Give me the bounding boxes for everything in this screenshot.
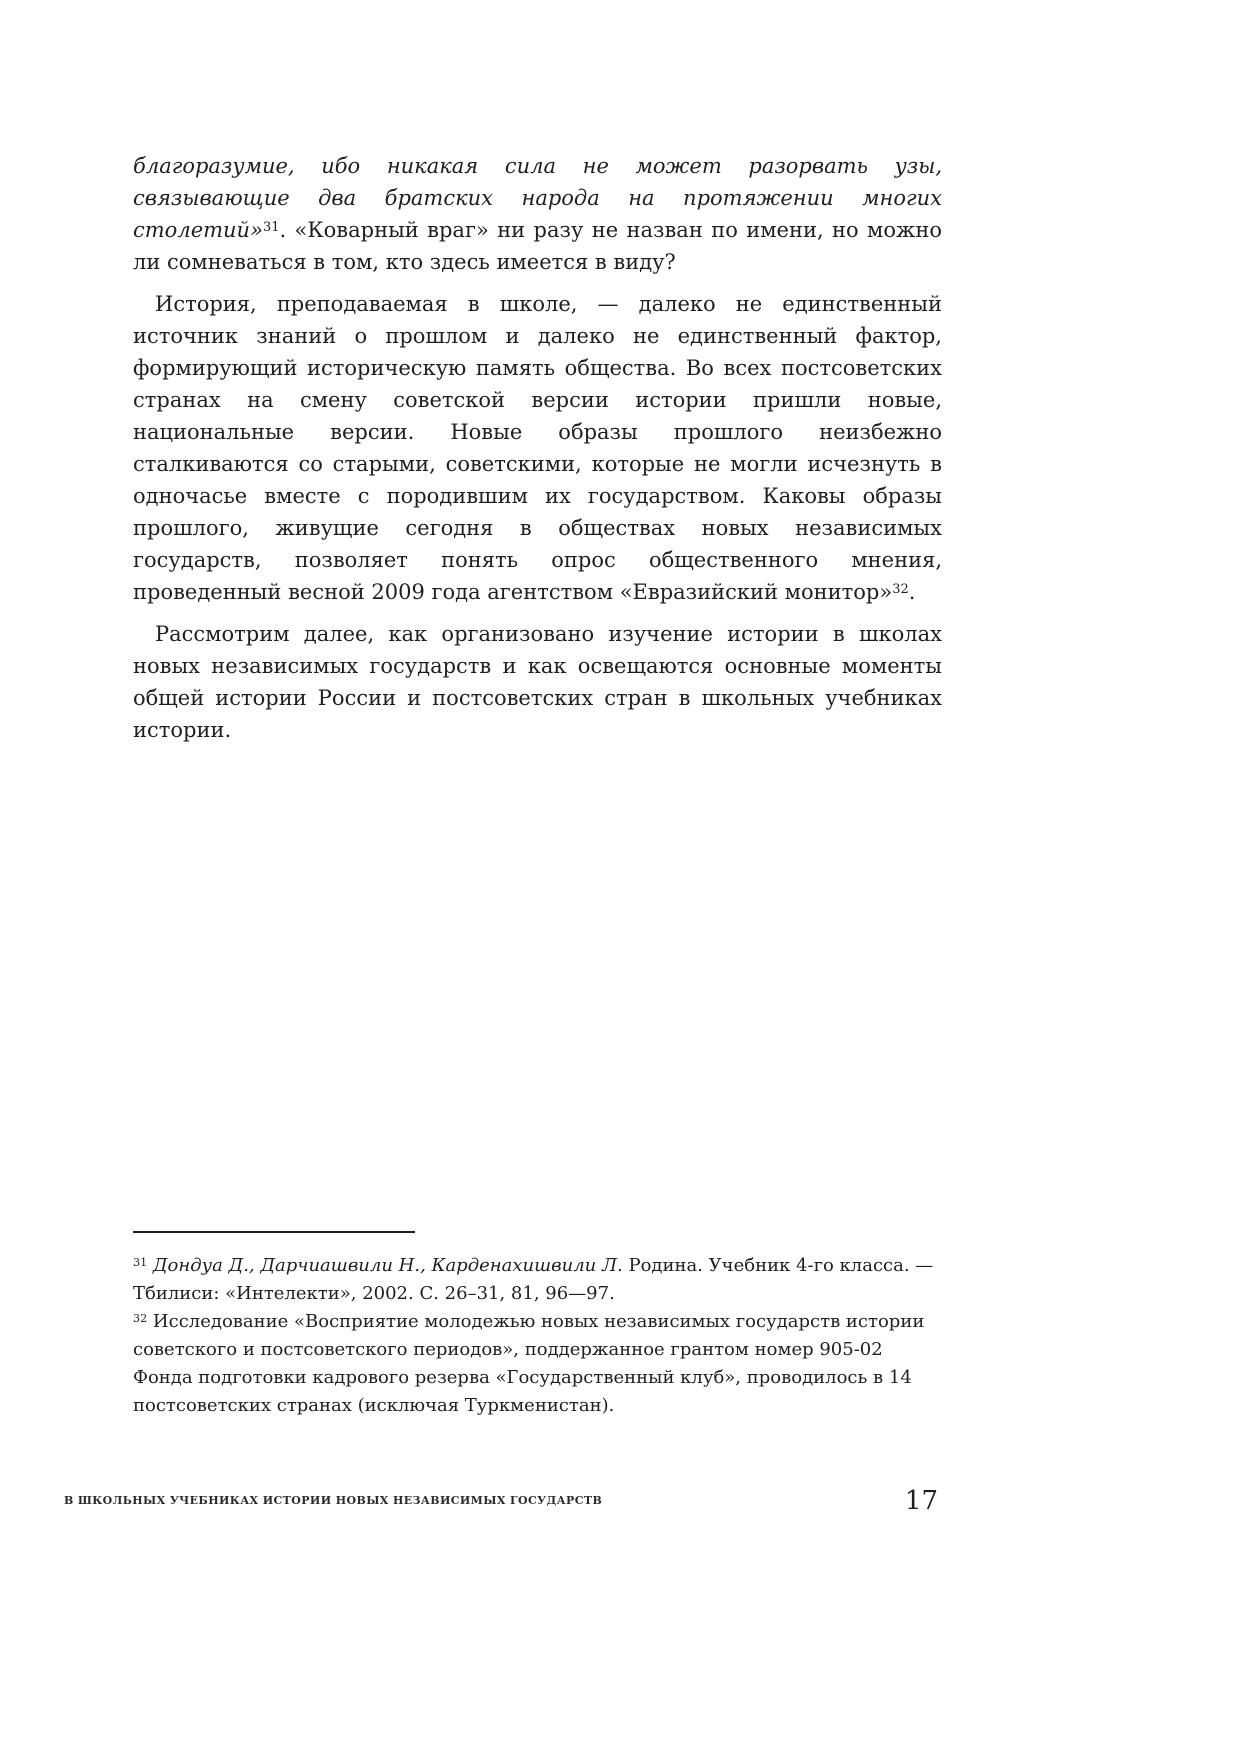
page-body — [133, 150, 942, 756]
footnote — [133, 1252, 942, 1308]
text-segment: История, преподаваемая в школе, — далеко не единственный источник знаний о прошлом и далеко не единственный фактор, формирующий историческую память общества. Во всех постсоветских странах на смену советской версии истории пришли новые, национальные версии. Новые образы прошлого неизбежно сталкиваются со старыми, советскими, которые не могли исчезнуть в одночасье вместе с породившим их государством. Каковы образы прошлого, живущие сегодня в обществах новых независимых государств, позволяет понять опрос общественного мнения, проведенный весной 2009 года агентством «Евразийский монитор» — [133, 292, 942, 604]
footnote-ref: 32 — [892, 582, 909, 598]
text-segment: . — [908, 580, 916, 604]
footnote-ref: 31 — [133, 1255, 148, 1269]
footnote-ref: 31 — [262, 220, 280, 236]
footnote — [133, 1308, 942, 1420]
paragraph — [133, 288, 942, 608]
footnote-separator — [133, 1231, 415, 1233]
text-segment: Рассмотрим далее, как организовано изучение истории в школах новых независимых государств и как освещаются основные моменты общей истории России и постсоветских стран в школьных учебниках истории. — [133, 622, 942, 742]
text-segment: Исследование «Восприятие молодежью новых независимых государств истории советского и постсоветского периодов», поддержанное грантом номер 905-02 Фонда подготовки кадрового резерва «Государственный клуб», проводилось в 14 постсоветских странах (исключая Туркменистан). — [133, 1311, 925, 1416]
text-segment: благоразумие, ибо никакая сила не может разорвать узы, связывающие два братских народа на протяжении многих столетий» — [133, 154, 942, 242]
text-segment: Дондуа Д., Дарчиашвили Н., Карденахишвили Л. — [147, 1255, 623, 1276]
running-footer-title: В ШКОЛЬНЫХ УЧЕБНИКАХ ИСТОРИИ НОВЫХ НЕЗАВИСИМЫХ ГОСУДАРСТВ — [64, 1494, 603, 1507]
footnote-ref: 32 — [133, 1311, 148, 1325]
footnotes — [133, 1252, 942, 1420]
paragraph — [133, 150, 942, 278]
page-number: 17 — [904, 1486, 938, 1516]
text-segment: Родина. Учебник 4-го класса. — Тбилиси: «Интелекти», 2002. С. 26–31, 81, 96—97. — [133, 1255, 934, 1304]
text-segment: . «Коварный враг» ни разу не назван по имени, но можно ли сомневаться в том, кто здесь имеется в виду? — [133, 218, 942, 274]
paragraph — [133, 618, 942, 746]
footnote-area — [133, 1231, 942, 1420]
